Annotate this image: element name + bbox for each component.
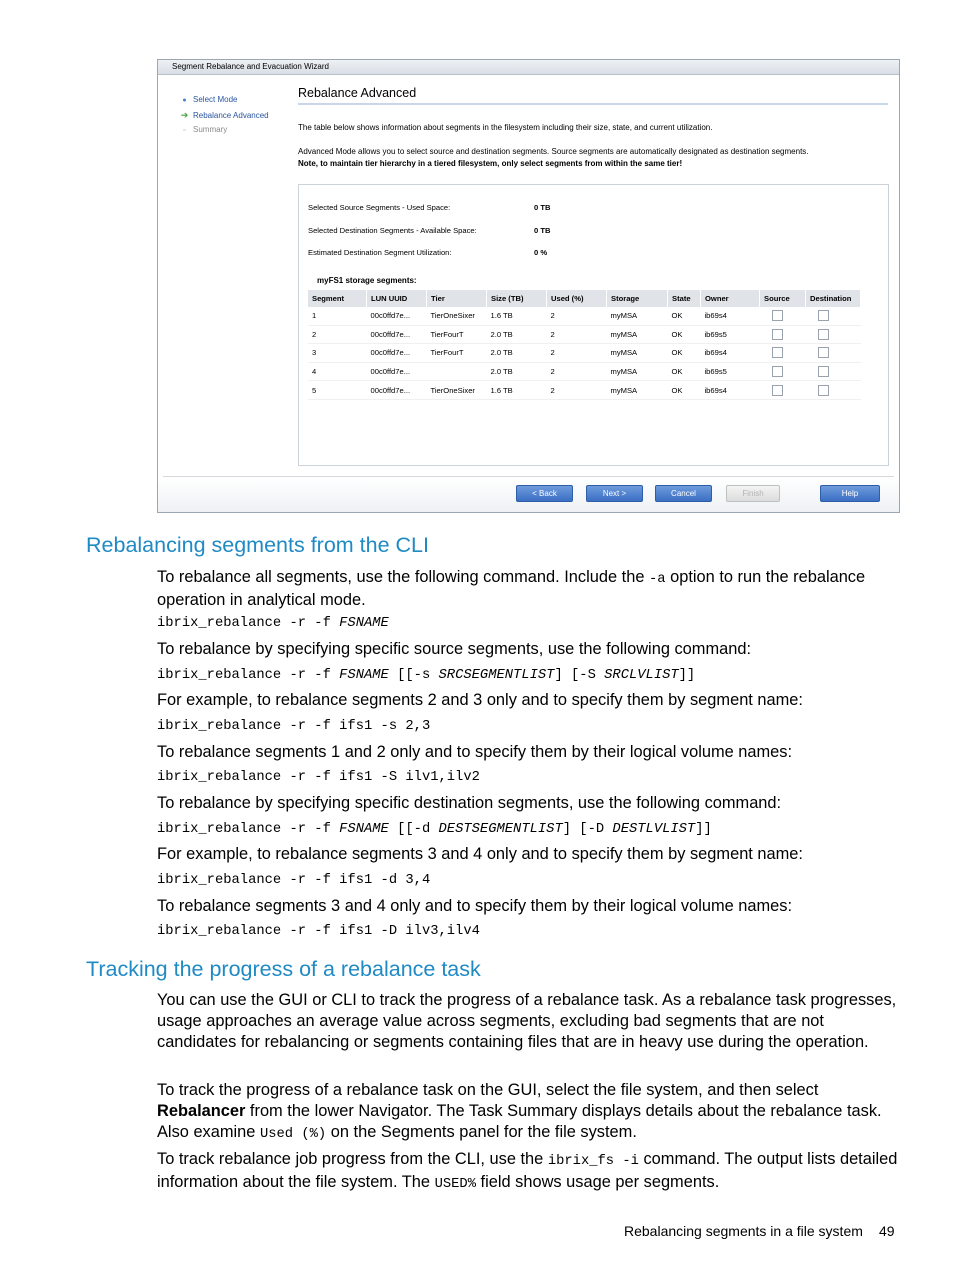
code-line	[157, 822, 712, 837]
code-text: ]]	[695, 822, 712, 837]
cell-used: 2	[547, 307, 607, 325]
code-text: [[-d	[388, 822, 439, 837]
column-header[interactable]: Size (TB)	[487, 290, 547, 307]
wizard-nav	[158, 75, 291, 471]
column-header[interactable]: Storage	[607, 290, 668, 307]
column-header[interactable]: Destination	[806, 290, 861, 307]
arrow-right-icon: ➔	[180, 110, 189, 120]
paragraph: To rebalance segments 3 and 4 only and to specify them by their logical volume names:	[157, 897, 793, 915]
square-icon: ▫	[183, 127, 186, 134]
table-row	[308, 325, 861, 344]
cell-state: OK	[668, 344, 701, 363]
nav-label: Summary	[193, 125, 228, 134]
cell-source	[760, 307, 806, 325]
source-checkbox[interactable]	[772, 347, 783, 358]
nav-item-rebalance-advanced[interactable]	[180, 110, 269, 121]
cell-lun-uuid: 00c0ffd7e...	[367, 307, 427, 325]
paragraph	[157, 567, 902, 611]
destination-checkbox[interactable]	[818, 347, 829, 358]
cell-size: 1.6 TB	[487, 381, 547, 400]
text: To track the progress of a rebalance task on the GUI, select the file system, and then select	[157, 1081, 819, 1099]
cell-used: 2	[547, 325, 607, 344]
table-row	[308, 362, 861, 381]
nav-item-select-mode[interactable]	[180, 95, 237, 104]
wizard-heading: Rebalance Advanced	[298, 86, 888, 105]
column-header[interactable]: LUN UUID	[367, 290, 427, 307]
destination-checkbox[interactable]	[818, 366, 829, 377]
cell-segment: 1	[308, 307, 367, 325]
code-text: ibrix_rebalance -r -f	[157, 668, 340, 683]
cell-state: OK	[668, 325, 701, 344]
wizard-window	[157, 59, 900, 513]
paragraph: To rebalance by specifying specific destination segments, use the following command:	[157, 794, 782, 812]
code-variable: SRCLVLIST	[604, 668, 679, 683]
paragraph: For example, to rebalance segments 2 and 3 only and to specify them by segment name:	[157, 691, 803, 709]
stat-value: 0 %	[534, 248, 548, 257]
cell-tier	[427, 362, 487, 381]
text: To rebalance all segments, use the following command. Include the	[157, 568, 649, 586]
table-row	[308, 344, 861, 363]
stat-label: Estimated Destination Segment Utilization:	[308, 248, 452, 257]
nav-label: Select Mode	[193, 95, 238, 104]
cell-size: 2.0 TB	[487, 362, 547, 381]
cell-size: 2.0 TB	[487, 325, 547, 344]
table-row	[308, 381, 861, 400]
cell-destination	[806, 307, 861, 325]
destination-checkbox[interactable]	[818, 385, 829, 396]
code-variable: DESTSEGMENTLIST	[438, 822, 563, 837]
stat-value: 0 TB	[534, 203, 551, 212]
cell-lun-uuid: 00c0ffd7e...	[367, 381, 427, 400]
cell-size: 2.0 TB	[487, 344, 547, 363]
cell-storage: myMSA	[607, 344, 668, 363]
cell-destination	[806, 344, 861, 363]
cell-used: 2	[547, 344, 607, 363]
cell-used: 2	[547, 362, 607, 381]
code-variable: FSNAME	[339, 822, 389, 837]
inline-code: ibrix_fs -i	[547, 1154, 639, 1169]
code-variable: FSNAME	[339, 668, 389, 683]
paragraph: To rebalance by specifying specific source segments, use the following command:	[157, 640, 752, 658]
destination-checkbox[interactable]	[818, 329, 829, 340]
nav-label: Rebalance Advanced	[193, 111, 269, 120]
wizard-button-bar	[158, 477, 899, 512]
cell-used: 2	[547, 381, 607, 400]
cell-segment: 5	[308, 381, 367, 400]
code-variable: DESTLVLIST	[612, 822, 696, 837]
cell-destination	[806, 325, 861, 344]
text: field shows usage per segments.	[475, 1173, 720, 1191]
segments-table	[308, 290, 861, 400]
paragraph	[157, 1149, 902, 1195]
cancel-button[interactable]: Cancel	[655, 485, 712, 502]
finish-button[interactable]: Finish	[726, 485, 780, 502]
wizard-warning: Note, to maintain tier hierarchy in a tiered filesystem, only select segments from within the same tier!	[298, 159, 683, 168]
cell-size: 1.6 TB	[487, 307, 547, 325]
source-checkbox[interactable]	[772, 385, 783, 396]
cell-source	[760, 325, 806, 344]
cell-source	[760, 381, 806, 400]
code-line: ibrix_rebalance -r -f ifs1 -D ilv3,ilv4	[157, 924, 480, 939]
back-button[interactable]: < Back	[516, 485, 573, 502]
cell-state: OK	[668, 307, 701, 325]
code-variable: FSNAME	[339, 616, 389, 631]
column-header[interactable]: Owner	[701, 290, 760, 307]
paragraph: For example, to rebalance segments 3 and 4 only and to specify them by segment name:	[157, 845, 803, 863]
cell-segment: 3	[308, 344, 367, 363]
column-header[interactable]: Used (%)	[547, 290, 607, 307]
cell-owner: ib69s5	[701, 362, 760, 381]
cell-segment: 2	[308, 325, 367, 344]
source-checkbox[interactable]	[772, 366, 783, 377]
section-heading: Rebalancing segments from the CLI	[86, 533, 429, 557]
text: option to run the rebalance operation in analytical mode.	[157, 568, 866, 609]
cell-owner: ib69s5	[701, 325, 760, 344]
inline-code: Used (%)	[259, 1127, 327, 1142]
code-variable: SRCSEGMENTLIST	[438, 668, 555, 683]
paragraph: To rebalance segments 1 and 2 only and to specify them by their logical volume names:	[157, 743, 793, 761]
cell-storage: myMSA	[607, 362, 668, 381]
code-text: ]]	[678, 668, 696, 683]
cell-lun-uuid: 00c0ffd7e...	[367, 344, 427, 363]
inline-code: -a	[649, 572, 666, 587]
column-header[interactable]: State	[668, 290, 701, 307]
nav-item-summary[interactable]	[180, 125, 227, 134]
text: on the Segments panel for the file system.	[326, 1123, 637, 1141]
paragraph	[157, 1080, 902, 1145]
inline-code: USED%	[434, 1177, 476, 1192]
cell-state: OK	[668, 362, 701, 381]
cell-lun-uuid: 00c0ffd7e...	[367, 325, 427, 344]
cell-lun-uuid: 00c0ffd7e...	[367, 362, 427, 381]
code-text: ] [-S	[554, 668, 605, 683]
table-row	[308, 307, 861, 325]
segments-caption: myFS1 storage segments:	[317, 276, 417, 285]
cell-tier: TierOneSixer	[427, 307, 487, 325]
stat-label: Selected Source Segments - Used Space:	[308, 203, 451, 212]
column-header[interactable]: Tier	[427, 290, 487, 307]
table-header-row	[308, 290, 861, 307]
segments-panel	[298, 184, 889, 466]
code-line: ibrix_rebalance -r -f ifs1 -d 3,4	[157, 873, 431, 888]
destination-checkbox[interactable]	[818, 310, 829, 321]
next-button[interactable]: Next >	[586, 485, 643, 502]
stat-value: 0 TB	[534, 226, 551, 235]
source-checkbox[interactable]	[772, 310, 783, 321]
cell-owner: ib69s4	[701, 307, 760, 325]
section-heading: Tracking the progress of a rebalance task	[86, 957, 481, 981]
wizard-content	[298, 86, 890, 395]
cell-destination	[806, 381, 861, 400]
cell-storage: myMSA	[607, 307, 668, 325]
column-header[interactable]: Segment	[308, 290, 367, 307]
source-checkbox[interactable]	[772, 329, 783, 340]
text: command. The output lists detailed information about the file system. The	[157, 1150, 898, 1191]
wizard-title-bar: Segment Rebalance and Evacuation Wizard	[158, 60, 899, 75]
text: To track rebalance job progress from the CLI, use the	[157, 1150, 548, 1168]
cell-tier: TierOneSixer	[427, 381, 487, 400]
code-text: ] [-D	[562, 822, 613, 837]
ui-term: Rebalancer	[157, 1102, 246, 1120]
stat-label: Selected Destination Segments - Available Space:	[308, 226, 477, 235]
cell-tier: TierFourT	[427, 344, 487, 363]
page-number: 49	[879, 1223, 895, 1239]
cell-source	[760, 344, 806, 363]
cell-owner: ib69s4	[701, 381, 760, 400]
page-footer-title: Rebalancing segments in a file system	[624, 1223, 863, 1239]
paragraph: You can use the GUI or CLI to track the progress of a rebalance task. As a rebalance task progresses, usage approaches an average value across segments, excluding bad segments that are not candidates for rebalancing or segments containing files that are in heavy use during the operation.	[157, 991, 897, 1051]
cell-destination	[806, 362, 861, 381]
code-text: ibrix_rebalance -r -f	[157, 822, 340, 837]
text: from the lower Navigator. The Task Summary displays details about the rebalance task. Also examine	[157, 1102, 882, 1141]
cell-state: OK	[668, 381, 701, 400]
cell-tier: TierFourT	[427, 325, 487, 344]
cell-storage: myMSA	[607, 325, 668, 344]
cell-storage: myMSA	[607, 381, 668, 400]
wizard-intro: The table below shows information about segments in the filesystem including their size, state, and current utilization.	[298, 123, 713, 132]
cell-owner: ib69s4	[701, 344, 760, 363]
code-line: ibrix_rebalance -r -f ifs1 -S ilv1,ilv2	[157, 770, 480, 785]
code-line: ibrix_rebalance -r -f ifs1 -s 2,3	[157, 719, 431, 734]
help-button[interactable]: Help	[820, 485, 880, 502]
code-text: [[-s	[388, 668, 439, 683]
wizard-note: Advanced Mode allows you to select source and destination segments. Source segments are automatically designated as destination segments.	[298, 147, 809, 156]
code-line	[157, 616, 389, 631]
cell-segment: 4	[308, 362, 367, 381]
bullet-circle-icon: ●	[182, 97, 187, 104]
cell-source	[760, 362, 806, 381]
code-text: ibrix_rebalance -r -f	[157, 616, 340, 631]
code-line	[157, 668, 695, 683]
column-header[interactable]: Source	[760, 290, 806, 307]
